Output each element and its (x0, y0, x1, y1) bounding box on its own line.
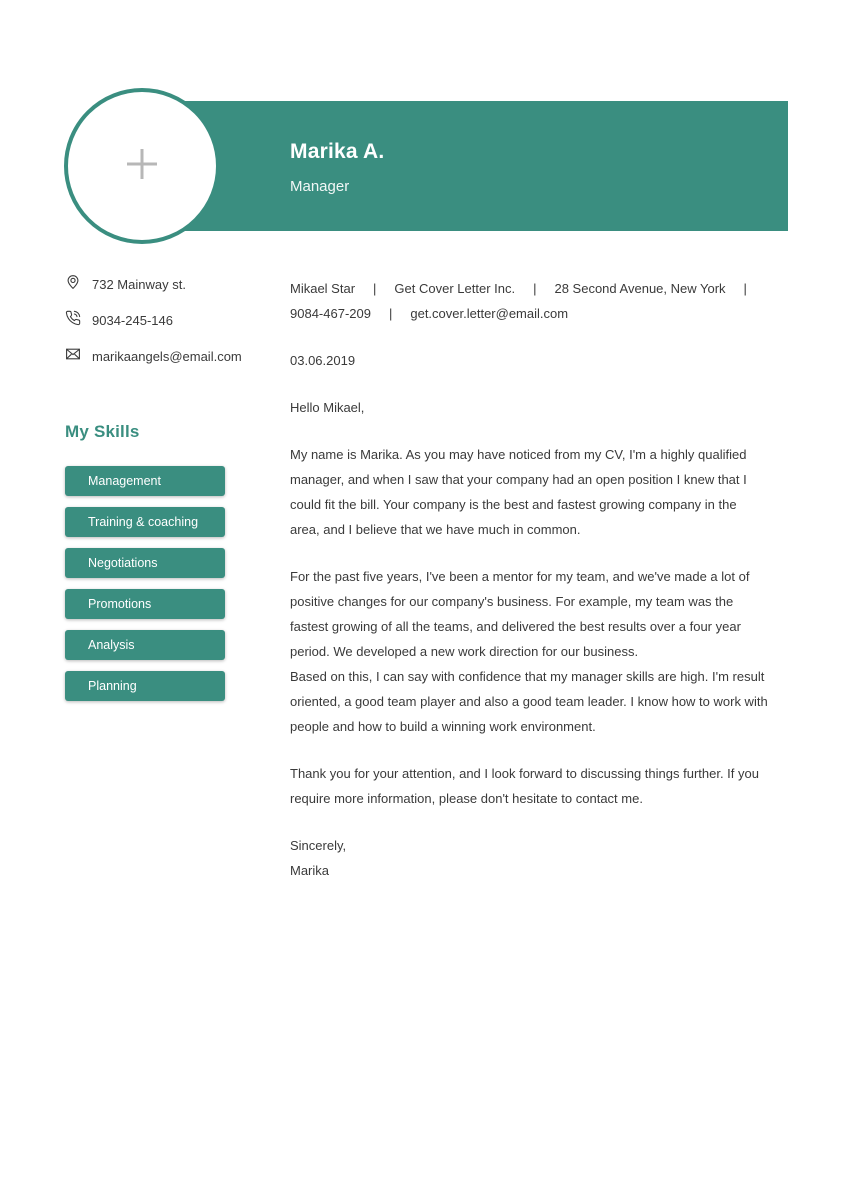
recipient-line-1 (290, 276, 768, 301)
skills-heading: My Skills (65, 422, 140, 441)
contact-item-email (65, 348, 280, 364)
contact-phone: 9034-245-146 (92, 312, 173, 328)
contact-item-phone (65, 312, 280, 328)
skill-button-negotiations[interactable]: Negotiations (65, 548, 225, 578)
letter-date: 03.06.2019 (290, 353, 356, 368)
phone-icon (65, 310, 81, 331)
skill-button-management[interactable]: Management (65, 466, 225, 496)
skills-list (65, 466, 280, 701)
letter-paragraph-3: Thank you for your attention, and I look forward to discussing things further. If you require more information, please don't hesitate to contact me. (290, 766, 759, 806)
contact-address: 732 Mainway st. (92, 276, 186, 292)
person-name: Marika A. (290, 140, 385, 163)
recipient-block (290, 276, 768, 326)
letter-paragraph-2b: Based on this, I can say with confidence that my manager skills are high. I'm result oriented, a good team player and also a good team leader. I know how to work with people and how to build a winning work environment. (290, 669, 768, 734)
recipient-address: 28 Second Avenue, New York (554, 281, 726, 296)
separator: | (533, 281, 537, 296)
letter-paragraph-2 (290, 564, 768, 739)
contact-email: marikaangels@email.com (92, 348, 242, 364)
skill-button-promotions[interactable]: Promotions (65, 589, 225, 619)
envelope-icon (65, 346, 81, 367)
recipient-email: get.cover.letter@email.com (410, 306, 569, 321)
plus-icon (124, 146, 160, 187)
skill-button-analysis[interactable]: Analysis (65, 630, 225, 660)
letter-paragraph-1: My name is Marika. As you may have noticed from my CV, I'm a highly qualified manager, and when I saw that your company had an open position I knew that I could fit the bill. Your company is the best and fastest growing company in the area, and I believe that we have much in common. (290, 447, 747, 537)
recipient-line-2 (290, 301, 768, 326)
letter-closing: Sincerely, (290, 838, 347, 853)
skills-block (65, 421, 280, 712)
skill-button-training[interactable]: Training & coaching (65, 507, 225, 537)
separator: | (373, 281, 377, 296)
letter-body (290, 276, 768, 883)
separator: | (388, 306, 393, 321)
letter-greeting: Hello Mikael, (290, 400, 365, 415)
letter-paragraph-2a: For the past five years, I've been a mentor for my team, and we've made a lot of positive changes for our company's business. For example, my team was the fastest growing of all the teams, and delivered the best results over a four year period. We developed a new work direction for our business. (290, 569, 750, 659)
closing-block (290, 833, 768, 883)
photo-upload-circle[interactable] (64, 88, 220, 244)
recipient-name: Mikael Star (290, 281, 356, 296)
skill-button-planning[interactable]: Planning (65, 671, 225, 701)
separator: | (743, 281, 747, 296)
contact-item-address (65, 276, 280, 292)
person-job-title: Manager (290, 178, 350, 195)
location-pin-icon (65, 274, 81, 295)
recipient-company: Get Cover Letter Inc. (394, 281, 516, 296)
letter-signature: Marika (290, 863, 330, 878)
contact-block (65, 276, 280, 384)
header-band (141, 101, 788, 231)
recipient-phone: 9084-467-209 (290, 306, 371, 321)
